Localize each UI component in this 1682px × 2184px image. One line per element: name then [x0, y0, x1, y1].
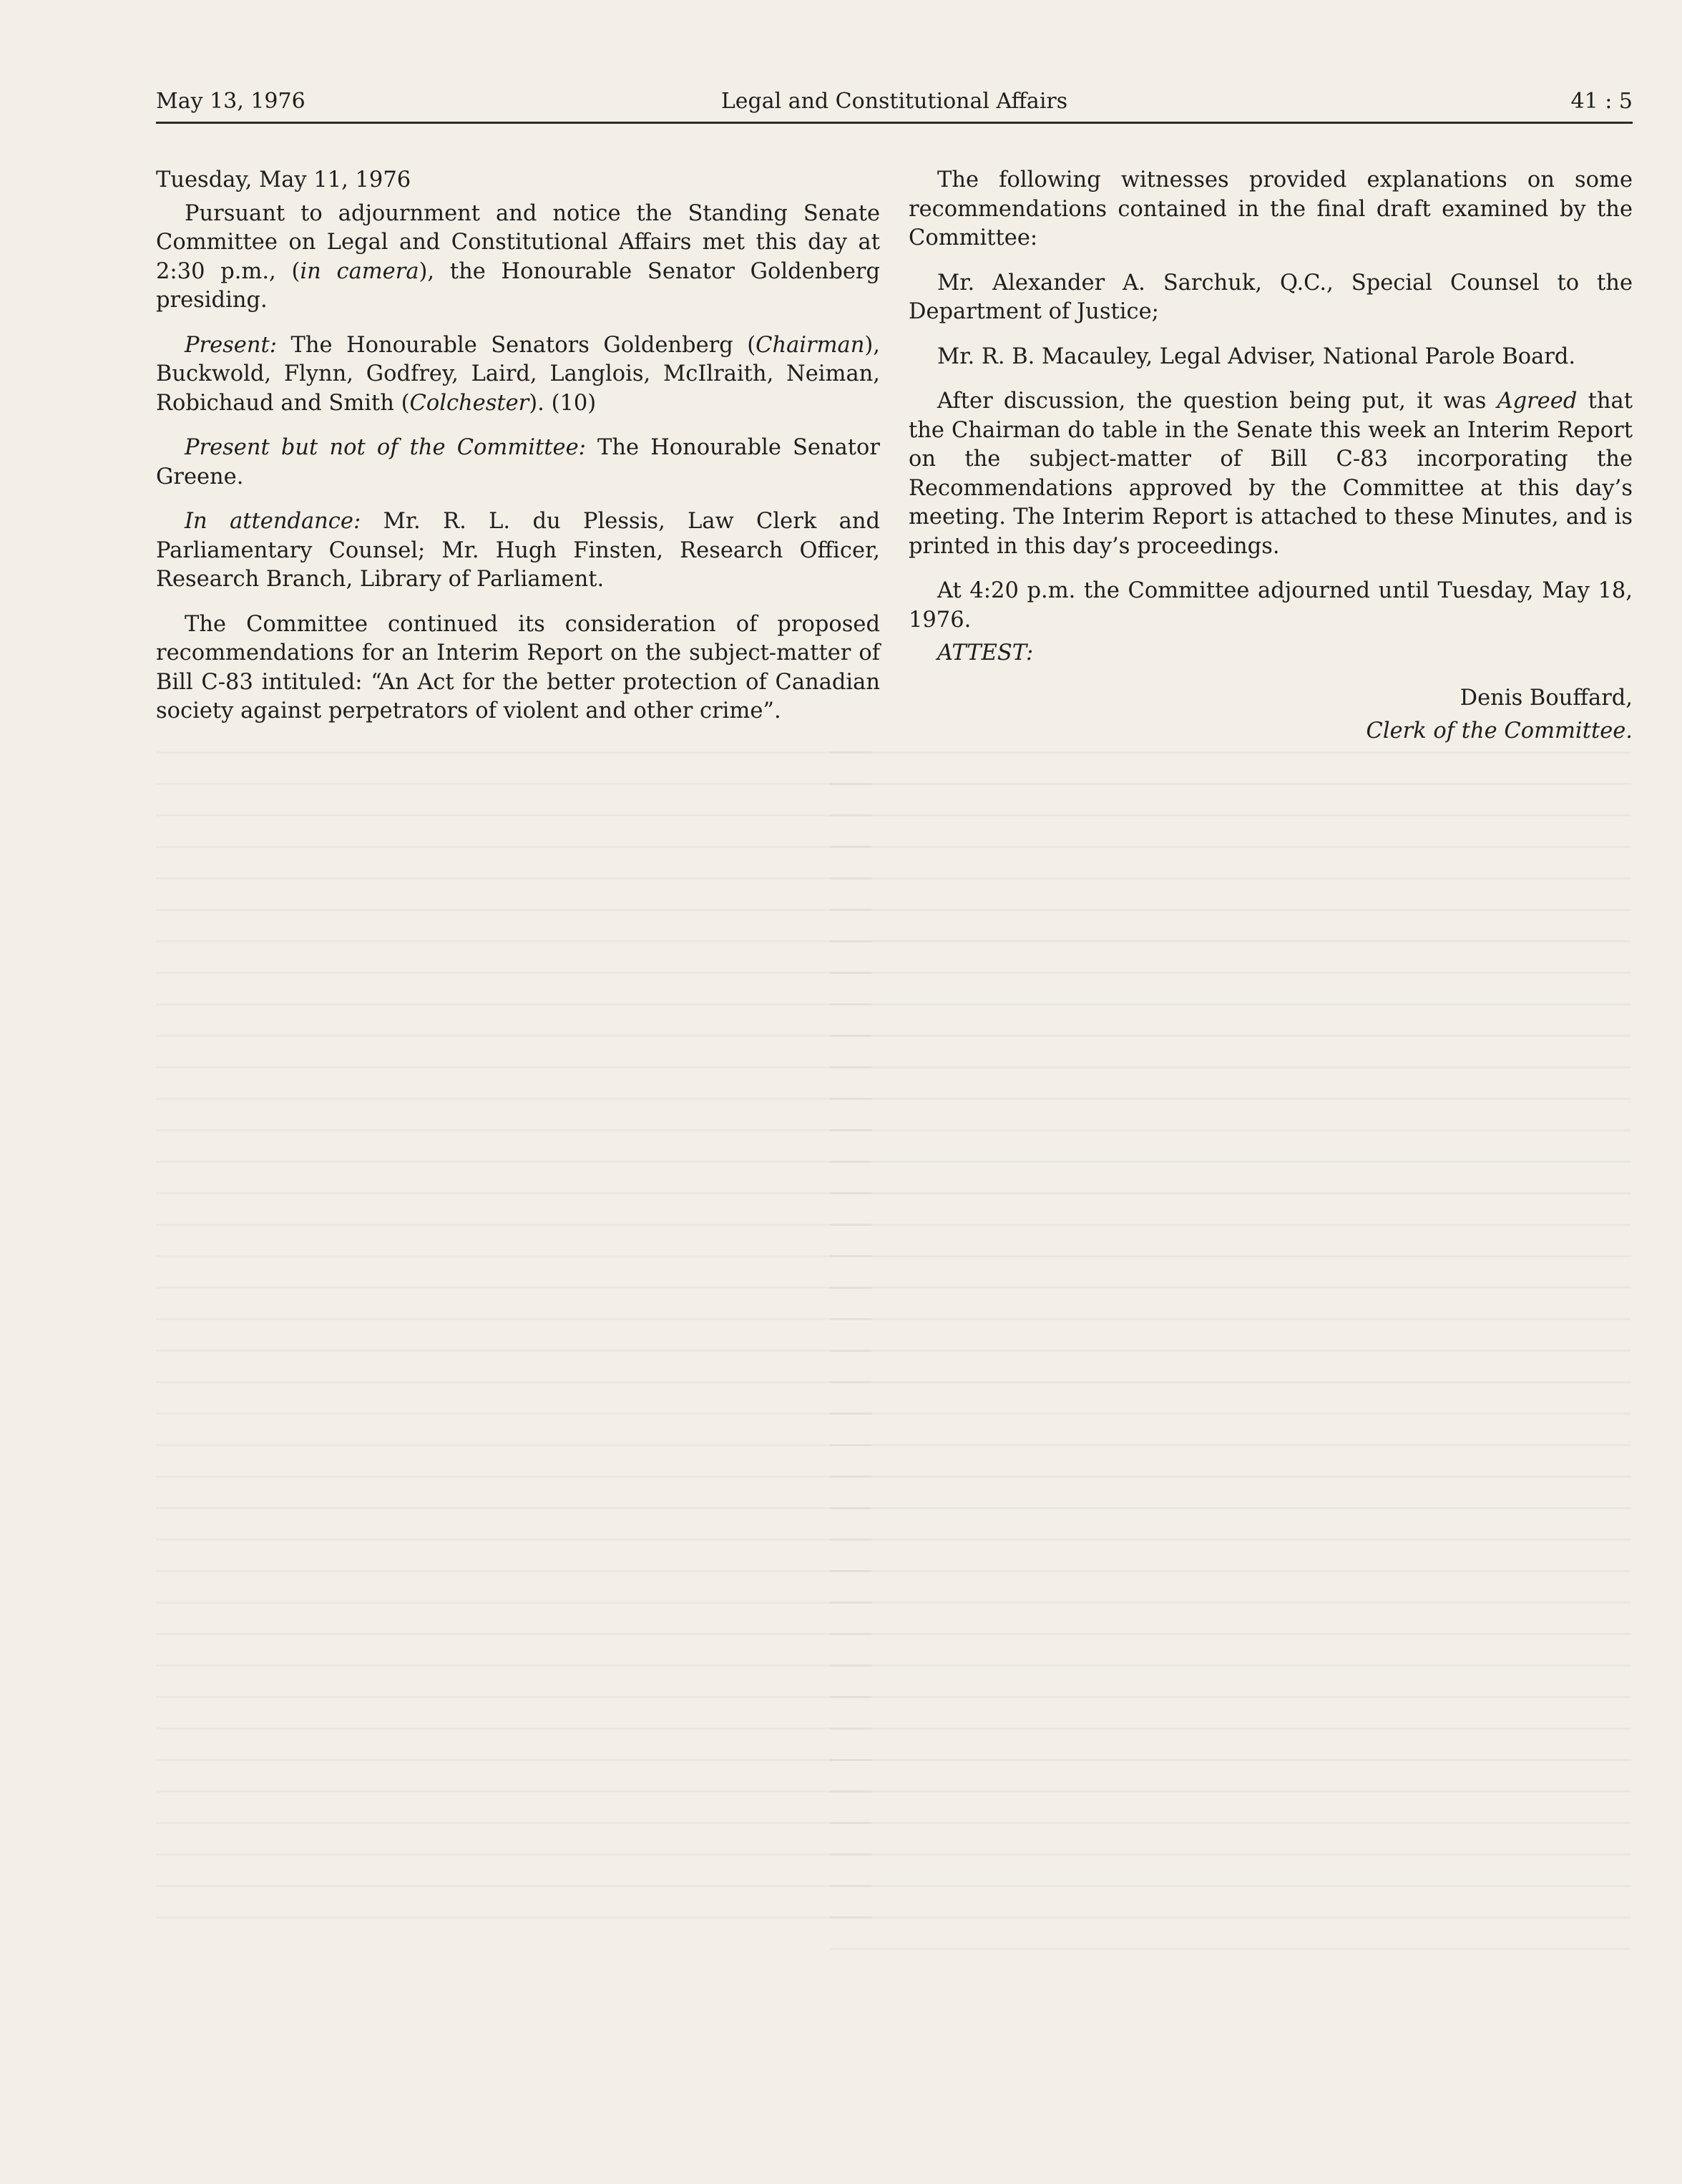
witness-sarchuk: Mr. Alexander A. Sarchuk, Q.C., Special Counsel to the Department of Justice;	[909, 270, 1633, 324]
present-paragraph: Present: The Honourable Senators Goldenberg (Chairman), Buckwold, Flynn, Godfrey, Laird, Langlois, McIlraith, Neiman, Robichaud and Smith (Colchester). (10)	[156, 332, 880, 416]
right-column	[909, 166, 1633, 762]
header-title: Legal and Constitutional Affairs	[720, 89, 1068, 114]
attest-label: ATTEST:	[937, 640, 1034, 666]
agreed-paragraph: After discussion, the question being put, it was Agreed that the Chairman do table in the Senate this week an Interim Report on the subject-matter of Bill C-83 incorporating the Recommendations approved by the Committee at this day’s meeting. The Interim Report is attached to these Minutes, and is printed in this day’s proceedings.	[909, 389, 1633, 559]
page-header	[156, 84, 1633, 124]
present-label: Present:	[185, 332, 278, 358]
present-not-paragraph: Present but not of the Committee: The Honourable Senator Greene.	[156, 435, 880, 489]
bleed-through-texture	[830, 751, 1631, 1968]
witness-macauley: Mr. R. B. Macauley, Legal Adviser, National Parole Board.	[937, 343, 1576, 369]
adjourned-paragraph: At 4:20 p.m. the Committee adjourned until Tuesday, May 18, 1976.	[909, 578, 1633, 633]
witness-intro: The following witnesses provided explanations on some recommendations contained in the final draft examined by the Committee:	[909, 167, 1633, 250]
left-column	[156, 166, 880, 742]
header-page-number: 41 : 5	[1570, 89, 1633, 114]
bleed-through-texture-left	[156, 751, 871, 1932]
meeting-date: Tuesday, May 11, 1976	[156, 167, 411, 192]
opening-paragraph: Pursuant to adjournment and notice the Standing Senate Committee on Legal and Constitutional Affairs met this day at 2:30 p.m., (in camera), the Honourable Senator Goldenberg presiding.	[156, 200, 880, 313]
header-date: May 13, 1976	[156, 89, 305, 114]
clerk-name: Denis Bouffard,	[1459, 685, 1633, 711]
continued-paragraph: The Committee continued its consideration of proposed recommendations for an Interim Report on the subject-matter of Bill C-83 intituled: “An Act for the better protection of Canadian society against perpetrators of violent and other crime”.	[156, 611, 880, 723]
attendance-paragraph: In attendance: Mr. R. L. du Plessis, Law Clerk and Parliamentary Counsel; Mr. Hugh Finsten, Research Officer, Research Branch, Library of Parliament.	[156, 509, 880, 592]
clerk-title: Clerk of the Committee.	[1366, 718, 1633, 744]
